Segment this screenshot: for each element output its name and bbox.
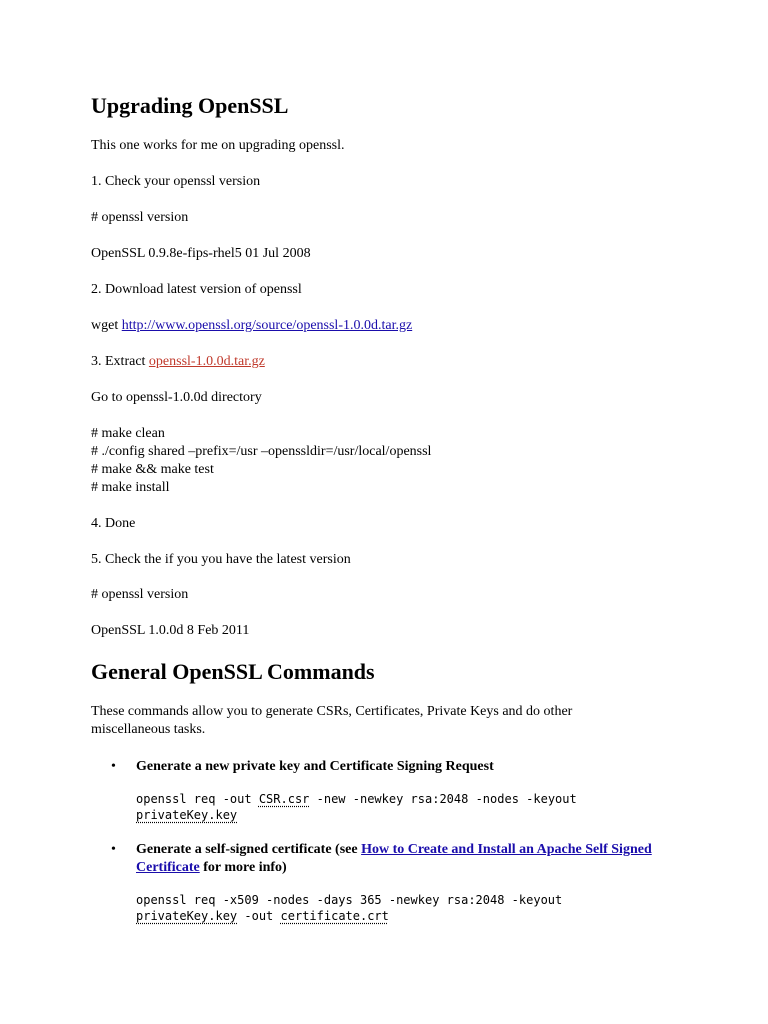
code-line-csr-2 bbox=[136, 807, 237, 823]
intro-text: This one works for me on upgrading openssl. bbox=[91, 138, 345, 153]
command-openssl-version-2: # openssl version bbox=[91, 587, 189, 602]
code-segment: -out bbox=[237, 909, 281, 923]
code-line-selfsigned-2 bbox=[136, 908, 389, 924]
bullet-2-prefix: Generate a self-signed certificate (see bbox=[136, 842, 362, 857]
certificate-filename: certificate.crt bbox=[280, 909, 389, 923]
private-key-filename: privateKey.key bbox=[136, 808, 238, 822]
wget-prefix: wget bbox=[91, 318, 122, 333]
bullet-2: • bbox=[111, 842, 116, 857]
step-3 bbox=[91, 353, 265, 371]
commands-intro: These commands allow you to generate CSRs, Certificates, Private Keys and do other miscellaneous tasks. bbox=[91, 704, 573, 737]
private-key-filename: privateKey.key bbox=[136, 909, 238, 923]
step-1: 1. Check your openssl version bbox=[91, 174, 261, 189]
step-2: 2. Download latest version of openssl bbox=[91, 282, 302, 297]
apache-self-signed-link[interactable]: How to Create and Install an Apache Self Signed Certificate bbox=[136, 842, 652, 875]
output-new-version: OpenSSL 1.0.0d 8 Feb 2011 bbox=[91, 623, 250, 638]
bullet-2-title bbox=[136, 841, 666, 877]
bullet-1: • bbox=[111, 759, 116, 774]
code-segment: -new -newkey rsa:2048 -nodes -keyout bbox=[309, 792, 577, 806]
code-line-csr-1 bbox=[136, 791, 577, 807]
code-line-selfsigned-1: openssl req -x509 -nodes -days 365 -newkey rsa:2048 -keyout bbox=[136, 893, 563, 907]
heading-upgrading-openssl: Upgrading OpenSSL bbox=[91, 93, 289, 118]
output-old-version: OpenSSL 0.9.8e-fips-rhel5 01 Jul 2008 bbox=[91, 246, 311, 261]
code-segment: openssl req -out bbox=[136, 792, 259, 806]
command-make-clean: # make clean bbox=[91, 426, 165, 441]
bullet-2-suffix: for more info) bbox=[199, 860, 287, 875]
openssl-archive-link[interactable]: openssl-1.0.0d.tar.gz bbox=[148, 354, 265, 369]
step-3-prefix: 3. Extract bbox=[91, 354, 149, 369]
step-4: 4. Done bbox=[91, 516, 136, 531]
command-config: # ./config shared –prefix=/usr –openssldir=/usr/local/openssl bbox=[91, 444, 432, 459]
step-5: 5. Check the if you you have the latest version bbox=[91, 552, 351, 567]
heading-general-openssl-commands: General OpenSSL Commands bbox=[91, 659, 375, 684]
command-make-test: # make && make test bbox=[91, 462, 214, 477]
csr-filename: CSR.csr bbox=[258, 792, 310, 806]
wget-line bbox=[91, 317, 412, 335]
openssl-download-link[interactable]: http://www.openssl.org/source/openssl-1.0.0d.tar.gz bbox=[121, 318, 413, 333]
goto-directory: Go to openssl-1.0.0d directory bbox=[91, 390, 262, 405]
command-openssl-version: # openssl version bbox=[91, 210, 189, 225]
bullet-1-title: Generate a new private key and Certificate Signing Request bbox=[136, 759, 494, 774]
command-make-install: # make install bbox=[91, 480, 170, 495]
